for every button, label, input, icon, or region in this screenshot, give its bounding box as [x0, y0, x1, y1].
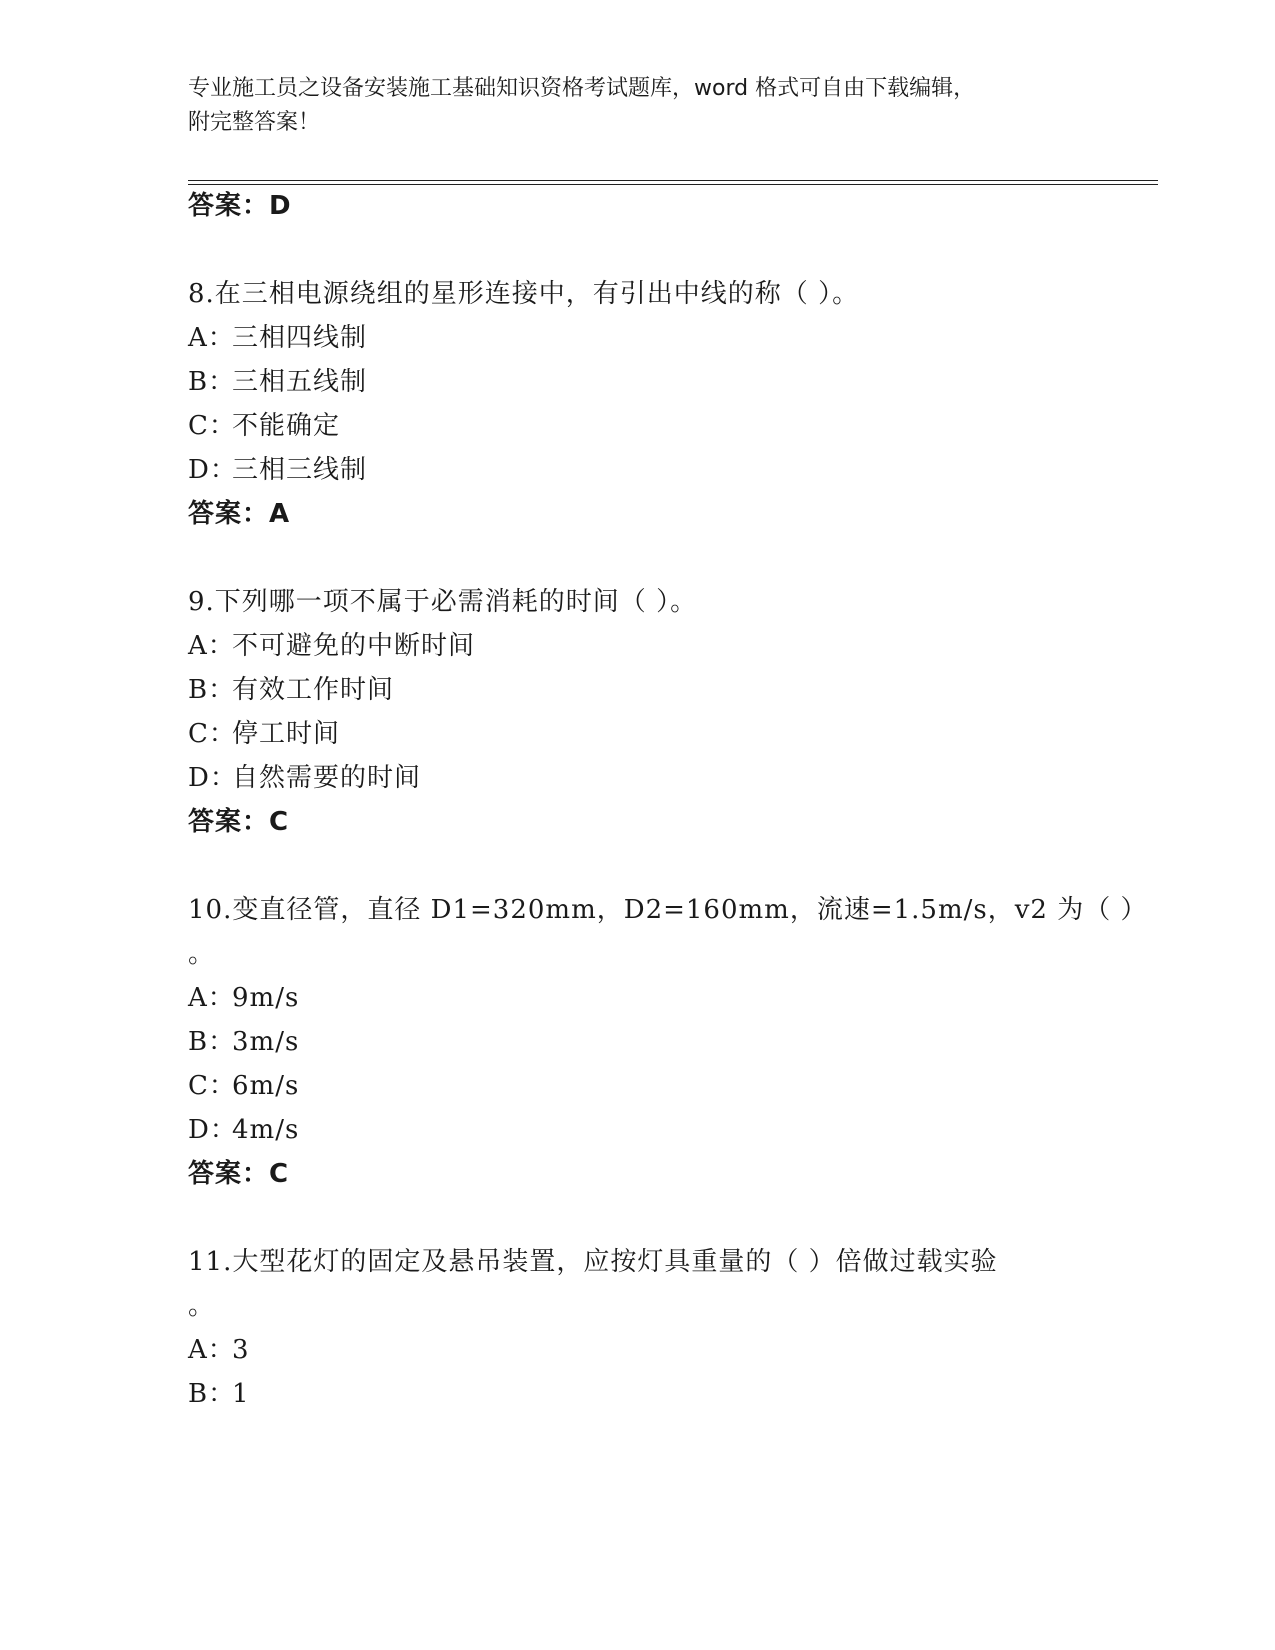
option-a	[188, 628, 475, 664]
option-d	[188, 1112, 299, 1148]
header-divider-top	[188, 180, 1158, 181]
option-key: C：	[188, 1071, 236, 1101]
option-key: B：	[188, 1379, 236, 1409]
option-text: 不能确定	[232, 411, 341, 441]
answer-label: 答案：	[188, 191, 270, 221]
option-b	[188, 1024, 299, 1060]
option-a	[188, 1332, 250, 1368]
option-text: 3m/s	[232, 1027, 300, 1057]
option-text: 停工时间	[232, 719, 341, 749]
option-text: 不可避免的中断时间	[232, 631, 476, 661]
document-header	[188, 72, 1068, 140]
option-d	[188, 452, 367, 488]
answer-value: A	[269, 499, 290, 529]
answer-label: 答案：	[188, 1159, 270, 1189]
answer-line	[188, 496, 289, 532]
option-a	[188, 980, 299, 1016]
answer-line	[188, 188, 291, 224]
option-key: B：	[188, 1027, 236, 1057]
answer-label: 答案：	[188, 807, 270, 837]
option-key: A：	[188, 323, 235, 353]
question-stem: 11.大型花灯的固定及悬吊装置，应按灯具重量的（ ）倍做过载实验	[188, 1247, 998, 1277]
option-key: A：	[188, 983, 235, 1013]
question-stem-continuation: 。	[188, 1291, 216, 1321]
option-text: 6m/s	[232, 1071, 300, 1101]
option-text: 有效工作时间	[232, 675, 395, 705]
option-b	[188, 672, 394, 708]
option-a	[188, 320, 367, 356]
option-text: 三相三线制	[232, 455, 368, 485]
question-stem: 8.在三相电源绕组的星形连接中，有引出中线的称（ ）。	[188, 279, 860, 309]
option-key: D：	[188, 455, 237, 485]
answer-line	[188, 1156, 288, 1192]
option-key: D：	[188, 763, 237, 793]
question-stem: 10.变直径管，直径 D1=320mm，D2=160mm，流速=1.5m/s，v2 为（ ）	[188, 895, 1148, 925]
option-key: C：	[188, 411, 236, 441]
header-divider-bottom	[188, 184, 1158, 185]
option-c	[188, 408, 340, 444]
answer-value: D	[269, 191, 291, 221]
option-key: B：	[188, 367, 236, 397]
option-text: 9m/s	[232, 983, 300, 1013]
option-key: B：	[188, 675, 236, 705]
option-text: 3	[232, 1335, 250, 1365]
option-key: C：	[188, 719, 236, 749]
option-d	[188, 760, 421, 796]
option-key: D：	[188, 1115, 237, 1145]
question-stem-continuation: 。	[188, 939, 216, 969]
option-text: 1	[232, 1379, 250, 1409]
option-text: 4m/s	[232, 1115, 300, 1145]
answer-line	[188, 804, 288, 840]
option-text: 三相四线制	[232, 323, 368, 353]
answer-value: C	[269, 807, 289, 837]
header-line-1: 专业施工员之设备安装施工基础知识资格考试题库，word 格式可自由下载编辑，	[188, 76, 976, 101]
option-text: 自然需要的时间	[232, 763, 422, 793]
answer-value: C	[269, 1159, 289, 1189]
option-b	[188, 1376, 250, 1412]
option-key: A：	[188, 1335, 235, 1365]
option-c	[188, 716, 340, 752]
option-b	[188, 364, 367, 400]
question-stem: 9.下列哪一项不属于必需消耗的时间（ ）。	[188, 587, 698, 617]
option-c	[188, 1068, 299, 1104]
option-key: A：	[188, 631, 235, 661]
answer-label: 答案：	[188, 499, 270, 529]
option-text: 三相五线制	[232, 367, 368, 397]
header-line-2: 附完整答案！	[188, 110, 321, 135]
